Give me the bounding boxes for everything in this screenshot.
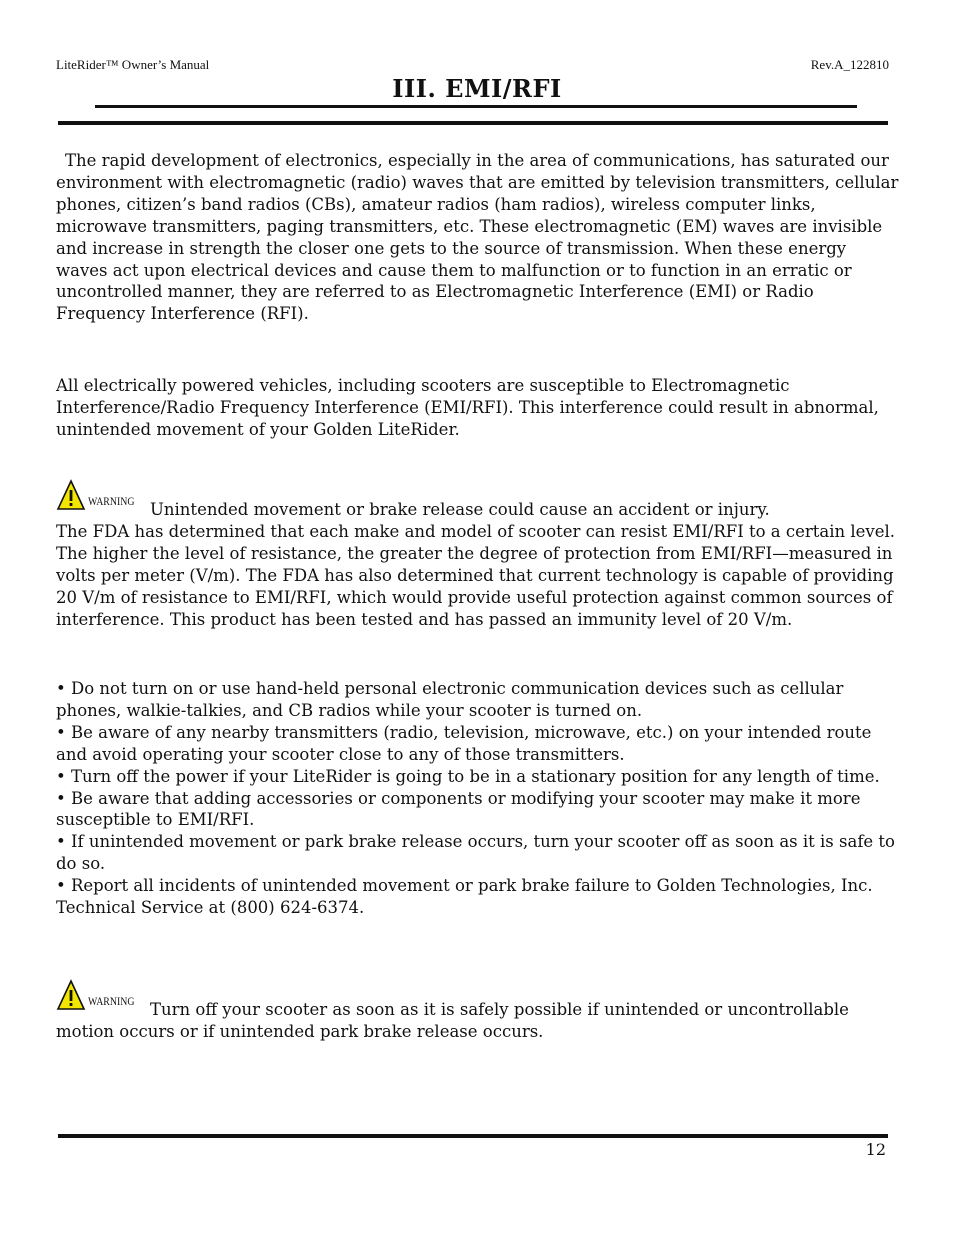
title-underline (95, 105, 857, 108)
warning-triangle-icon (56, 479, 86, 511)
list-item: • Report all incidents of unintended movement or park brake failure to Golden Technologies, Inc. Technical Service at (800) 624-6374. (56, 876, 873, 918)
list-item: • Do not turn on or use hand-held personal electronic communication devices such as cellular phones, walkie-talkies, and CB radios while your scooter is turned on. (56, 679, 844, 720)
warning-triangle-icon (56, 979, 86, 1011)
warning-2-text: Turn off your scooter as soon as it is safely possible if unintended or uncontrollable motion occurs or if unintended park brake release occurs. (56, 1000, 849, 1041)
warning-badge (56, 485, 144, 515)
warning-block-1 (56, 485, 901, 630)
manual-title: LiteRider™ Owner’s Manual (56, 57, 210, 72)
revision-label: Rev.A_122810 (810, 57, 889, 72)
fda-paragraph: The FDA has determined that each make and model of scooter can resist EMI/RFI to a certain level. The higher the level of resistance, the greater the degree of protection from EMI/RFI—measured in volts per meter (V/m). The FDA has also determined that current technology is capable of providing 20 V/m of resistance to EMI/RFI, which would provide useful protection against common sources of interference. This product has been tested and has passed an immunity level of 20 V/m. (56, 521, 896, 629)
precautions-list (56, 678, 901, 919)
list-item: • Turn off the power if your LiteRider is going to be in a stationary position for any length of time. (56, 766, 880, 786)
warning-label: WARNING (88, 994, 135, 1009)
page-number: 12 (865, 1140, 886, 1159)
section-title: III. EMI/RFI (392, 74, 562, 103)
warning-badge (56, 985, 144, 1015)
warning-block-2 (56, 985, 901, 1043)
list-item: • Be aware of any nearby transmitters (radio, television, microwave, etc.) on your intended route and avoid operating your scooter close to any of those transmitters. (56, 722, 872, 764)
header-divider (58, 121, 888, 125)
susceptibility-paragraph: All electrically powered vehicles, including scooters are susceptible to Electromagnetic Interference/Radio Frequency Interference (EMI/RFI). This interference could result in abnormal, unintended movement of your Golden LiteRider. (56, 376, 879, 439)
intro-paragraph: The rapid development of electronics, especially in the area of communications, has saturated our environment with electromagnetic (radio) waves that are emitted by television transmitters, cellular phones, citizen’s band radios (CBs), amateur radios (ham radios), wireless computer links, microwave transmitters, paging transmitters, etc. These electromagnetic (EM) waves are invisible and increase in strength the closer one gets to the source of transmission. When these energy waves act upon electrical devices and cause them to malfunction or to function in an erratic or uncontrolled manner, they are referred to as Electromagnetic Interference (EMI) or Radio Frequency Interference (RFI). (56, 151, 899, 324)
list-item: • Be aware that adding accessories or components or modifying your scooter may make it more susceptible to EMI/RFI. (56, 788, 861, 830)
footer-divider (58, 1134, 888, 1138)
warning-label: WARNING (88, 494, 135, 509)
list-item: • If unintended movement or park brake release occurs, turn your scooter off as soon as it is safe to do so. (56, 832, 895, 874)
warning-1-text: Unintended movement or brake release could cause an accident or injury. (150, 500, 770, 519)
